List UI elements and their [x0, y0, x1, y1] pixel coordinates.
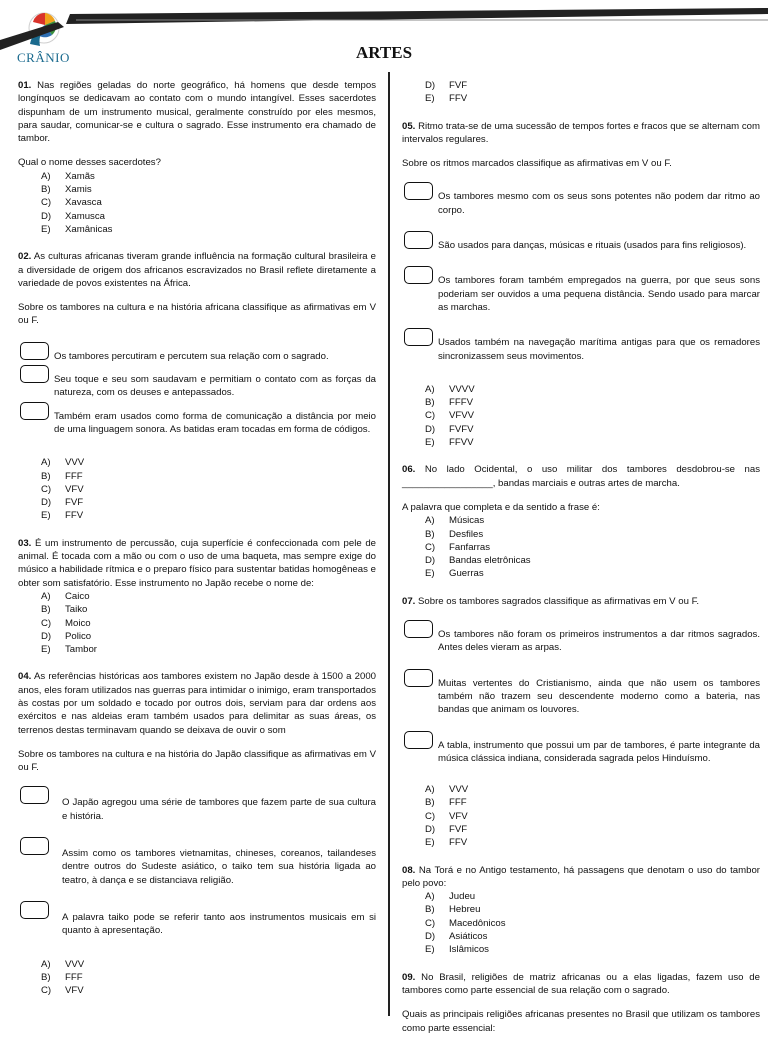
option[interactable]: D) FVFV [425, 423, 474, 435]
option[interactable]: B) Desfiles [425, 528, 484, 540]
option[interactable]: B) FFF [41, 971, 83, 983]
option[interactable]: D) FVF [425, 823, 468, 835]
question-number: 03. [18, 537, 32, 549]
answer-box[interactable] [404, 328, 433, 346]
question-04 [18, 670, 376, 997]
options-list [41, 590, 376, 656]
answer-box[interactable] [20, 901, 49, 919]
option[interactable]: E) Guerras [425, 568, 484, 580]
options-list [425, 890, 760, 956]
statement: São usados para danças, músicas e rituais (usados para fins religiosos). [402, 239, 760, 252]
page-title: ARTES [355, 43, 413, 62]
question-number: 02. [18, 251, 32, 263]
page-header [0, 0, 768, 72]
left-column [18, 79, 376, 1011]
option[interactable]: E) Tambor [41, 644, 97, 656]
option[interactable]: D) FVF [425, 80, 468, 91]
option[interactable]: B) FFFV [425, 397, 473, 409]
question-number: 06. [402, 464, 416, 476]
header-stripe [66, 8, 768, 24]
options-list [41, 456, 376, 522]
option[interactable]: D) Asiáticos [425, 931, 488, 943]
question-prompt: Quais as principais religiões africanas presentes no Brasil que utilizam os tambores como parte essencial: [402, 1009, 760, 1034]
option[interactable]: A) Músicas [425, 515, 485, 527]
options-list-continued [425, 79, 760, 106]
question-prompt: Sobre os ritmos marcados classifique as afirmativas em V ou F. [402, 158, 672, 170]
option[interactable]: A) Caico [41, 590, 90, 602]
option[interactable]: A) VVVV [425, 383, 475, 395]
question-number: 04. [18, 671, 32, 683]
option[interactable]: B) FFF [41, 470, 83, 482]
question-06 [402, 463, 760, 580]
statement: Seu toque e seu som saudavam e permitiam o contato com as forças da natureza, com os deuses e antepassados. [18, 373, 376, 400]
option[interactable]: E) FFVV [425, 437, 474, 449]
answer-box[interactable] [20, 365, 49, 383]
options-list [41, 170, 376, 236]
options-list [425, 383, 760, 449]
question-text: No Brasil, religiões de matriz africanas ou a elas ligadas, fazem uso de tambores como parte essencial de sua relação com o sagrado. [402, 971, 760, 996]
options-list [425, 514, 760, 580]
answer-box[interactable] [20, 786, 49, 804]
option[interactable]: A) VVV [41, 958, 85, 970]
option[interactable]: C) Moico [41, 617, 91, 629]
option[interactable]: A) VVV [425, 784, 469, 796]
option[interactable]: D) Polico [41, 630, 92, 642]
option[interactable]: D) FVF [41, 497, 84, 509]
statement: Os tambores foram também empregados na guerra, por que seus sons poderiam ser ouvidos a uma pequena distância. Sendo usado para marcar as marchas. [402, 274, 760, 314]
option[interactable]: C) Xavasca [41, 197, 102, 209]
statement: A palavra taiko pode se referir tanto aos instrumentos musicais em si quanto à apresentação. [18, 911, 376, 938]
question-02 [18, 250, 376, 522]
question-number: 01. [18, 80, 32, 91]
option[interactable]: A) Xamãs [41, 170, 95, 182]
options-list [425, 783, 760, 849]
answer-box[interactable] [20, 837, 49, 855]
option[interactable]: C) VFVV [425, 410, 475, 422]
option[interactable]: C) VFV [425, 810, 468, 822]
question-text: É um instrumento de percussão, cuja superfície é confeccionada com pele de animal. É tocada com a mão ou com o uso de uma baqueta, mas sempre exige do músico a habilidade rítmica e o preparo físico para sustentar batidas homogêneas e obter som satisfatório. Esse instrumento no Japão recebe o nome de: [18, 537, 376, 589]
statement: A tabla, instrumento que possui um par de tambores, é parte integrante da música clássica indiana, considerada sagrada pelos Hinduísmo. [402, 739, 760, 766]
question-prompt: Qual o nome desses sacerdotes? [18, 157, 161, 169]
answer-box[interactable] [404, 231, 433, 249]
option[interactable]: E) FFV [425, 93, 468, 105]
column-divider [388, 72, 390, 1016]
option[interactable]: E) FFV [425, 837, 468, 849]
question-text: As culturas africanas tiveram grande influência na formação cultural brasileira e a diversidade de origem dos africanos escravizados no Brasil reflete diretamente a variedade de povos existentes na África. [18, 251, 377, 289]
question-prompt: Sobre os tambores na cultura e na história africana classifique as afirmativas em V ou F. [18, 302, 376, 327]
option[interactable]: B) Hebreu [425, 904, 481, 916]
option[interactable]: A) Judeu [425, 891, 476, 903]
statement: Os tambores percutiram e percutem sua relação com o sagrado. [18, 350, 376, 363]
statement: Usados também na navegação marítima antigas para que os remadores sincronizassem seus movimentos. [402, 336, 760, 363]
question-07 [402, 595, 760, 850]
question-text: No lado Ocidental, o uso militar dos tambores desdobrou-se nas _________________, bandas marciais e outras artes de marcha. [402, 464, 760, 489]
question-number: 09. [402, 971, 416, 983]
question-prompt: Sobre os tambores na cultura e na história do Japão classifique as afirmativas em V ou F. [18, 748, 376, 774]
answer-box[interactable] [404, 731, 433, 749]
question-text: Sobre os tambores sagrados classifique as afirmativas em V ou F. [418, 595, 700, 607]
option[interactable]: C) Fanfarras [425, 541, 491, 553]
question-08 [402, 864, 760, 957]
question-number: 07. [402, 595, 416, 607]
logo-text: CRÂNIO [17, 50, 70, 65]
question-number: 05. [402, 120, 416, 132]
option[interactable]: C) VFV [41, 985, 84, 997]
option[interactable]: E) FFV [41, 510, 84, 522]
option[interactable]: B) Taiko [41, 604, 88, 616]
question-text: Na Torá e no Antigo testamento, há passagens que denotam o uso do tambor pelo povo: [402, 864, 760, 889]
option[interactable]: C) Macedônicos [425, 917, 506, 929]
option[interactable]: C) VFV [41, 483, 84, 495]
question-09 [402, 971, 760, 1035]
answer-box[interactable] [404, 620, 433, 638]
question-prompt: A palavra que completa e da sentido a frase é: [402, 501, 600, 513]
question-05 [402, 120, 760, 450]
statement: O Japão agregou uma série de tambores que fazem parte de sua cultura e história. [18, 796, 376, 823]
option[interactable]: E) Islâmicos [425, 944, 489, 956]
statement: Os tambores mesmo com os seus sons potentes não podem dar ritmo ao corpo. [402, 190, 760, 217]
right-column [402, 79, 760, 1049]
question-text: Ritmo trata-se de uma sucessão de tempos fortes e fracos que se alternam com intervalos regulares. [402, 120, 760, 145]
question-03 [18, 537, 376, 657]
question-number: 08. [402, 864, 416, 876]
statement: Os tambores não foram os primeiros instrumentos a dar ritmos sagrados. Antes deles vieram as arpas. [402, 628, 760, 655]
statement: Também eram usados como forma de comunicação a distância por meio de uma linguagem sonora. As batidas eram tocadas em forma de códigos. [18, 410, 376, 437]
statement: Assim como os tambores vietnamitas, chineses, coreanos, tailandeses dentre outros do Sudeste asiático, o taiko tem sua história ligada ao teatro, à dança e se distanciava religião. [18, 847, 376, 887]
option[interactable]: B) FFF [425, 797, 467, 809]
answer-box[interactable] [20, 342, 49, 360]
option[interactable]: A) VVV [41, 457, 85, 469]
option[interactable]: D) Bandas eletrônicas [425, 555, 531, 567]
option[interactable]: B) Xamis [41, 184, 92, 196]
question-01 [18, 79, 376, 236]
statement: Muitas vertentes do Cristianismo, ainda que não usem os tambores também não trazem seu descendente moderno como a bateria, nas bandas que animam os louvores. [402, 677, 760, 717]
option[interactable]: E) Xamânicas [41, 223, 113, 235]
question-text: Nas regiões geladas do norte geográfico, há homens que desde tempos longínquos se dedicavam ao contato com o mundo intangível. Esses sacerdotes dispunham de um instrumento musical, geralmente construído por eles mesmos, para saudar, comunicar-se e cultura o sagrado. Esse instrumento era chamado de tambor. [18, 80, 376, 145]
answer-box[interactable] [404, 182, 433, 200]
options-list [41, 958, 376, 998]
answer-box[interactable] [404, 669, 433, 687]
option[interactable]: D) Xamusca [41, 210, 105, 222]
answer-box[interactable] [404, 266, 433, 284]
answer-box[interactable] [20, 402, 49, 420]
question-text: As referências históricas aos tambores existem no Japão desde à 1500 a 2000 anos, eles foram utilizados nas guerras para intimidar o inimigo, eram transportados às costas por um soldado e tocado por outros dois, serviam para dar ordens aos exércitos e nas aldeias eram também usados para delimitar as suas áreas, os terrenos destas terminavam quando se deixava de ouvir o som [18, 671, 376, 736]
